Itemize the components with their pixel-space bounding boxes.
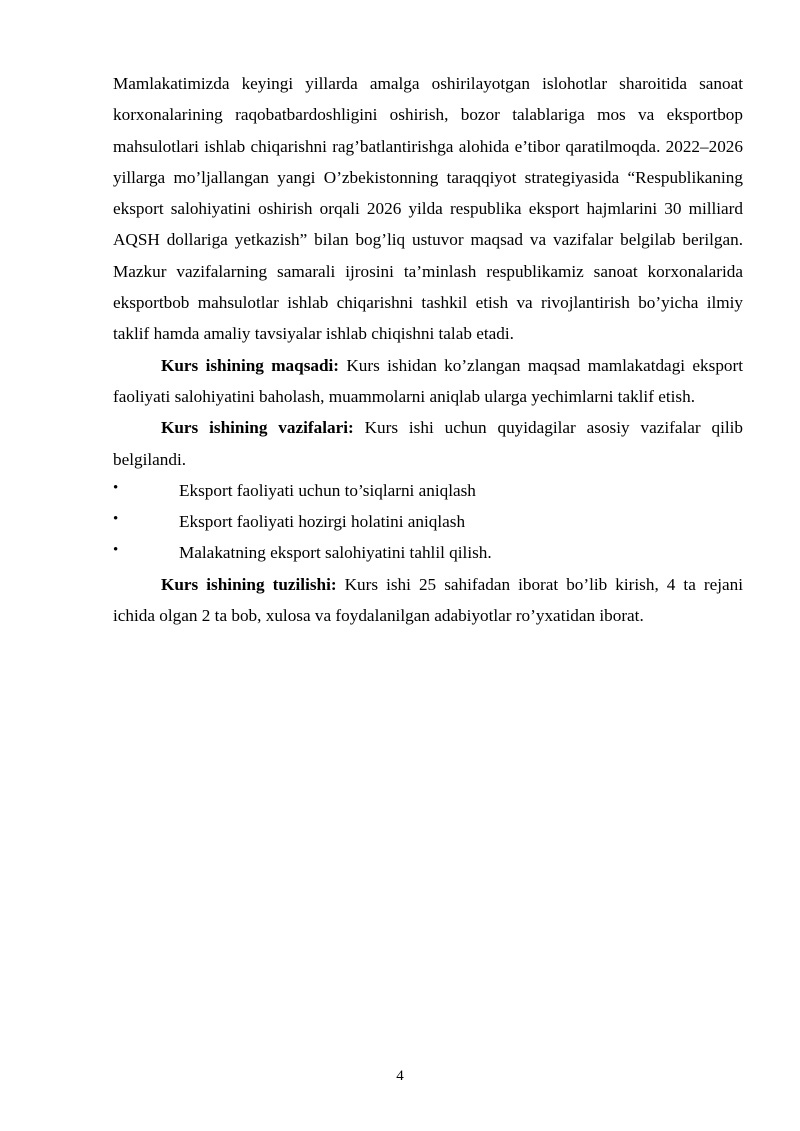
list-item-label: Eksport faoliyati uchun to’siqlarni aniqlash [179, 480, 476, 500]
list-item [113, 475, 743, 506]
bullet-marker-icon: • [113, 511, 119, 528]
paragraph-vazifalari [113, 412, 743, 475]
paragraph-maqsadi [113, 350, 743, 413]
bullet-marker-icon: • [113, 479, 119, 496]
document-body [113, 68, 743, 631]
list-item-label: Malakatning eksport salohiyatini tahlil qilish. [179, 543, 492, 563]
paragraph-intro: Mamlakatimizda keyingi yillarda amalga oshirilayotgan islohotlar sharoitida sanoat korxonalarining raqobatbardoshligini oshirish, bozor talablariga mos va eksportbop mahsulotlari ishlab chiqarishni rag’batlantirishga alohida e’tibor qaratilmoqda. 2022–2026 yillarga mo’ljallangan yangi O’zbekistonning taraqqiyot strategiyasida “Respublikaning eksport salohiyatini oshirish orqali 2026 yilda respublika eksport hajmlarini 30 milliard AQSH dollariga yetkazish” bilan bog’liq ustuvor maqsad va vazifalar belgilab berilgan. Mazkur vazifalarning samarali ijrosini ta’minlash respublikamiz sanoat korxonalarida eksportbob mahsulotlar ishlab chiqarishni tashkil etish va rivojlantirish bo’yicha ilmiy taklif hamda amaliy tavsiyalar ishlab chiqishni talab etadi. [113, 74, 743, 344]
bullet-list [113, 475, 743, 569]
list-item [113, 506, 743, 537]
heading-tuzilishi: Kurs ishining tuzilishi: [161, 574, 337, 594]
bullet-marker-icon: • [113, 542, 119, 559]
text-maqsadi: Kurs ishidan ko’zlangan maqsad mamlakatdagi eksport faoliyati salohiyatini baholash, muammolarni aniqlab ularga yechimlarni taklif etish. [113, 355, 744, 406]
list-item-label: Eksport faoliyati hozirgi holatini aniqlash [179, 512, 466, 532]
text-vazifalari: Kurs ishi uchun quyidagilar asosiy vazifalar qilib belgilandi. [113, 418, 743, 469]
page-number: 4 [396, 1068, 404, 1084]
list-item [113, 537, 743, 568]
text-tuzilishi: Kurs ishi 25 sahifadan iborat bo’lib kirish, 4 ta rejani ichida olgan 2 ta bob, xulosa va foydalanilgan adabiyotlar ro’yxatidan iborat. [113, 574, 743, 626]
paragraph-tuzilishi [113, 569, 743, 632]
heading-maqsadi: Kurs ishining maqsadi: [161, 355, 340, 375]
heading-vazifalari: Kurs ishining vazifalari: [161, 418, 354, 438]
